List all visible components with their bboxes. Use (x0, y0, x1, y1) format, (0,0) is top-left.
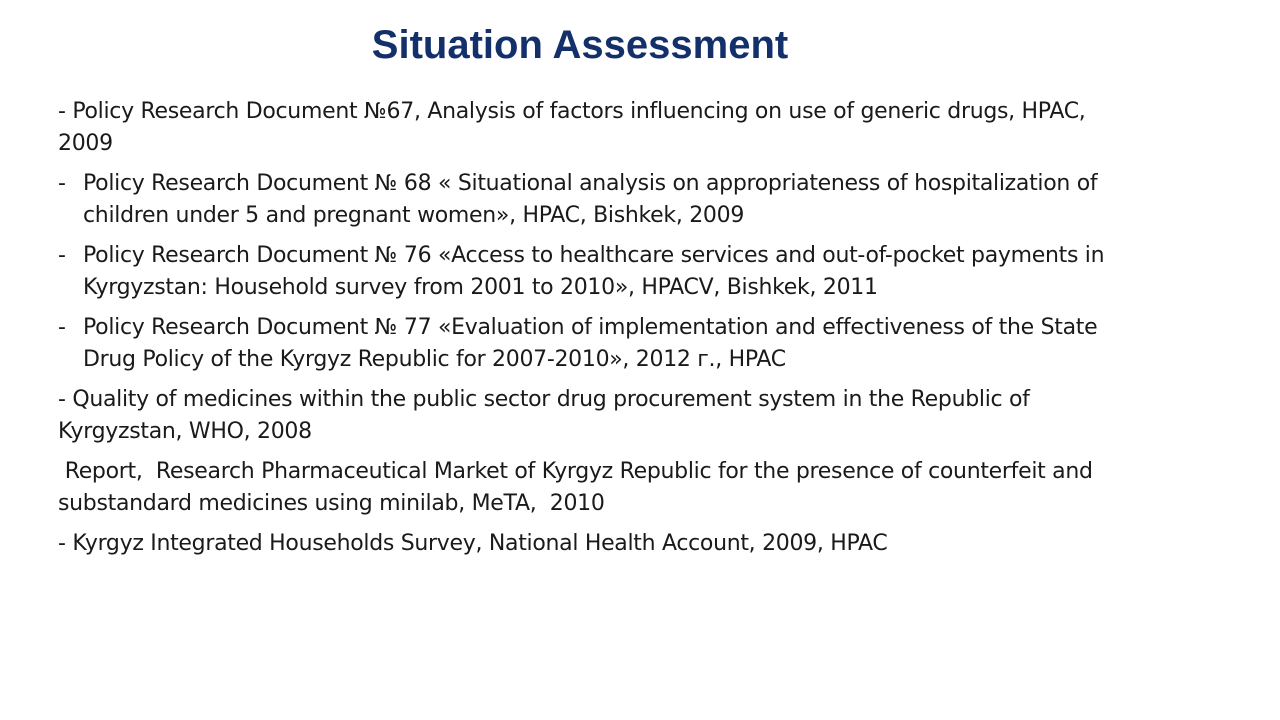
reference-list (58, 96, 1138, 568)
reference-item-7 (58, 528, 1138, 560)
reference-text: - Policy Research Document №67, Analysis of factors influencing on use of generic drugs, HPAC, 2009 (58, 99, 1086, 156)
reference-text: - Kyrgyz Integrated Households Survey, National Health Account, 2009, HPAC (58, 531, 888, 556)
reference-item-6 (58, 456, 1138, 520)
reference-text: - Quality of medicines within the public sector drug procurement system in the Republic of Kyrgyzstan, WHO, 2008 (58, 387, 1030, 444)
reference-item-4 (58, 312, 1138, 376)
bullet-dash: - (58, 315, 66, 340)
reference-item-5 (58, 384, 1138, 448)
slide-title: Situation Assessment (371, 23, 789, 67)
bullet-dash: - (58, 171, 66, 196)
reference-text: Policy Research Document № 77 «Evaluation of implementation and effectiveness of the State Drug Policy of the Kyrgyz Republic for 2007-2010», 2012 г., HPAC (83, 315, 1098, 372)
bullet-dash: - (58, 243, 66, 268)
reference-text: Report, Research Pharmaceutical Market of Kyrgyz Republic for the presence of counterfeit and substandard medicines using minilab, MeTA, 2010 (58, 459, 1100, 516)
reference-text: Policy Research Document № 76 «Access to healthcare services and out-of-pocket payments in Kyrgyzstan: Household survey from 2001 to 2010», HPACV, Bishkek, 2011 (83, 243, 1105, 300)
reference-item-1 (58, 96, 1138, 160)
reference-item-3 (58, 240, 1138, 304)
reference-text: Policy Research Document № 68 « Situational analysis on appropriateness of hospitalization of children under 5 and pregnant women», HPAC, Bishkek, 2009 (83, 171, 1098, 228)
reference-item-2 (58, 168, 1138, 232)
